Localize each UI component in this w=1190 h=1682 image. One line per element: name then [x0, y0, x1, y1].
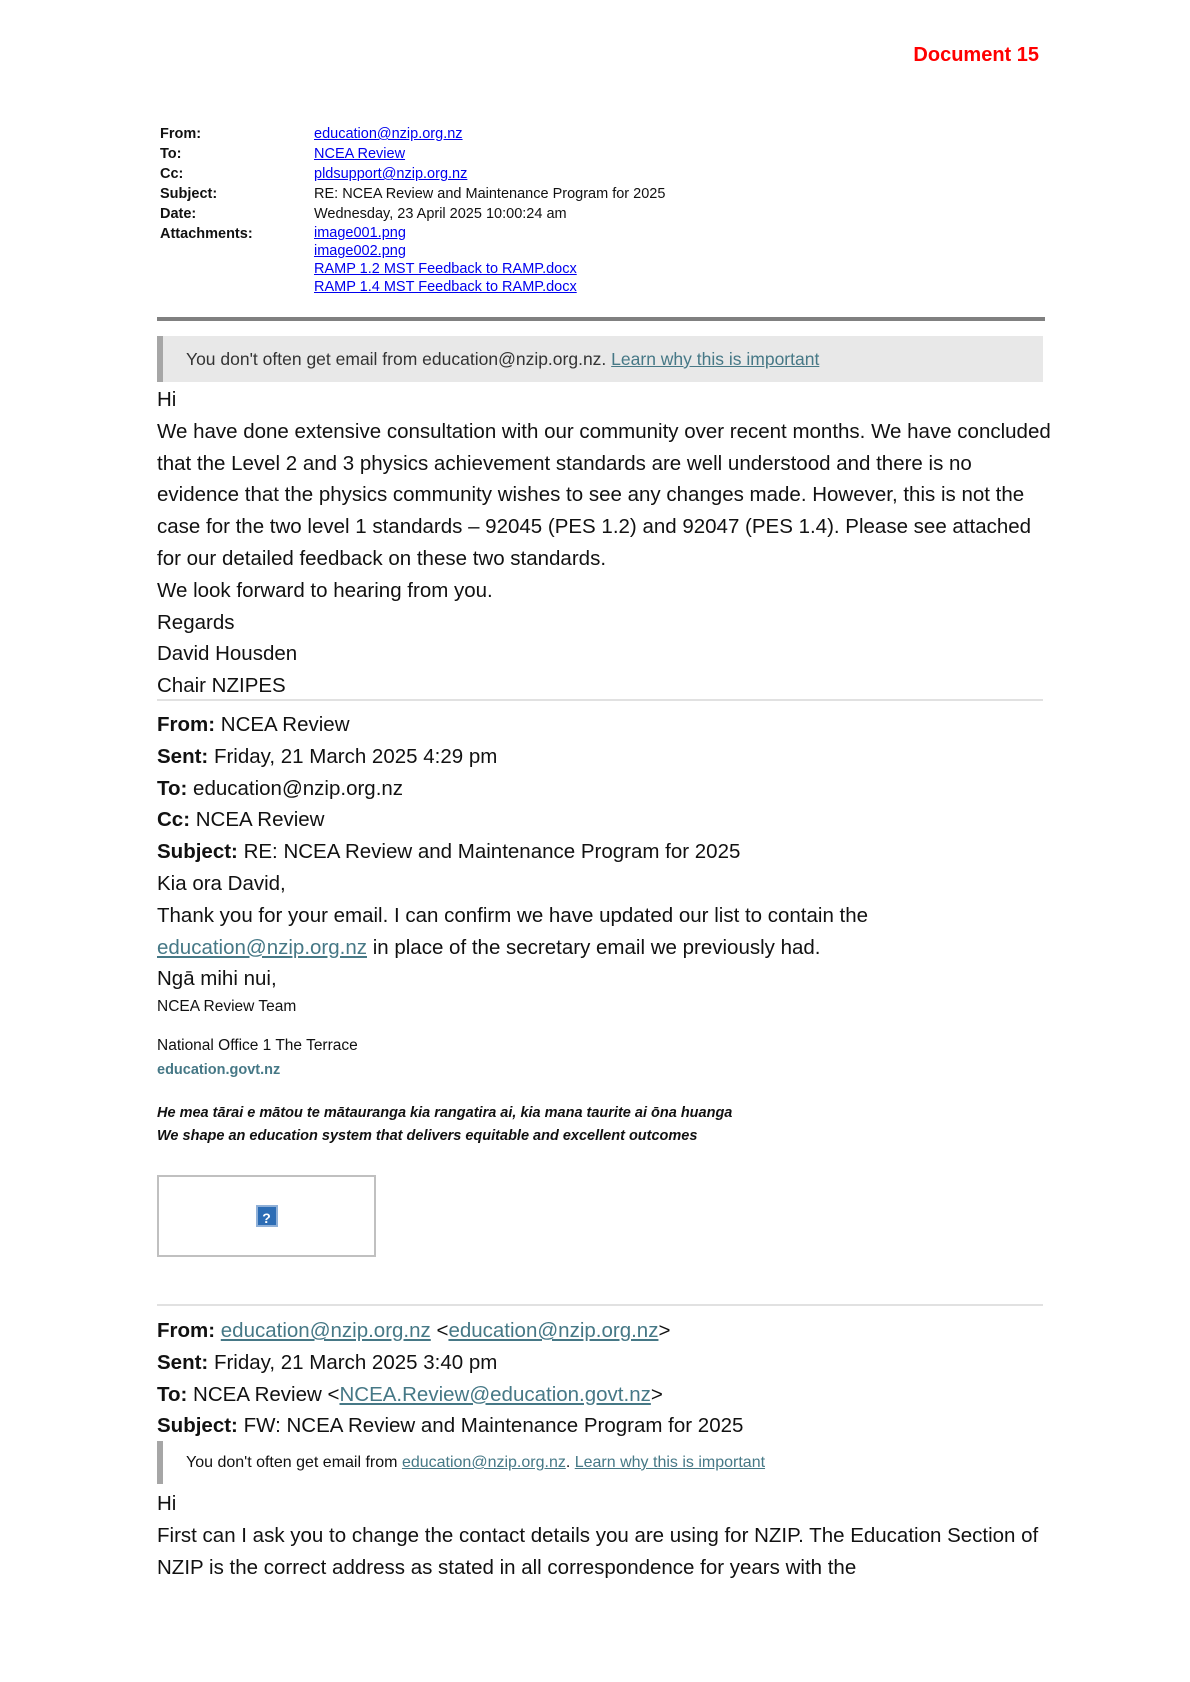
from-link[interactable]: education@nzip.org.nz — [220, 1319, 431, 1342]
signature-block — [157, 1034, 358, 1082]
signature-title: Chair NZIPES — [157, 674, 286, 698]
attachment-link[interactable]: RAMP 1.2 MST Feedback to RAMP.docx — [314, 261, 577, 277]
paragraph: We look forward to hearing from you. — [157, 578, 493, 602]
text: > — [658, 1319, 671, 1342]
cc-label: Cc: — [157, 808, 191, 832]
paragraph — [157, 900, 1057, 964]
to-value: education@nzip.org.nz — [187, 776, 404, 800]
quoted-message-2-body — [157, 1488, 1057, 1583]
greeting: Hi — [157, 388, 177, 411]
office-address: National Office 1 The Terrace — [157, 1037, 358, 1054]
sent-value: Friday, 21 March 2025 3:40 pm — [208, 1350, 498, 1374]
email-link[interactable]: education@nzip.org.nz — [157, 935, 367, 959]
to-link[interactable]: NCEA.Review@education.govt.nz — [339, 1382, 651, 1406]
attachments-label: Attachments: — [160, 226, 253, 242]
greeting: Kia ora David, — [157, 871, 286, 895]
paragraph: First can I ask you to change the contact details you are using for NZIP. The Education Section of NZIP is the correct address as stated in all correspondence for years with the — [157, 1523, 1039, 1579]
motto — [157, 1102, 732, 1148]
signoff: Regards — [157, 610, 235, 634]
to-label: To: — [160, 146, 182, 162]
attachments-list — [314, 224, 577, 296]
greeting: Hi — [157, 1492, 177, 1515]
closing: Ngā mihi nui, — [157, 967, 277, 991]
from-link[interactable]: education@nzip.org.nz — [314, 126, 463, 142]
banner-text: You don't often get email from — [186, 1454, 402, 1471]
motto-maori: He mea tārai e mātou te mātauranga kia rangatira ai, kia mana taurite ai ōna huanga — [157, 1105, 733, 1121]
to-label: To: — [157, 776, 188, 800]
motto-english: We shape an education system that delivers equitable and excellent outcomes — [157, 1128, 698, 1144]
quoted-message-1 — [157, 709, 1057, 1019]
email-link[interactable]: education@nzip.org.nz — [401, 1454, 566, 1471]
cc-label: Cc: — [160, 166, 184, 182]
from-label: From: — [157, 713, 216, 736]
sent-label: Sent: — [157, 1350, 209, 1374]
banner-text: You don't often get email from education@nzip.org.nz. — [186, 349, 612, 369]
external-sender-banner — [157, 336, 1043, 382]
paragraph: We have done extensive consultation with our community over recent months. We have concluded that the Level 2 and 3 physics achievement standards are well understood and there is no evidence that the physics community wishes to see any changes made. However, this is not the case for the two level 1 standards – 92045 (PES 1.2) and 92047 (PES 1.4). Please see attached for our detailed feedback on these two standards. — [157, 419, 1051, 570]
subject-value: RE: NCEA Review and Maintenance Program for 2025 — [314, 186, 666, 202]
cc-value: NCEA Review — [190, 808, 325, 832]
signature-name: David Housden — [157, 642, 298, 666]
attachment-link[interactable]: image002.png — [314, 243, 406, 259]
to-label: To: — [157, 1382, 188, 1406]
subject-value: RE: NCEA Review and Maintenance Program for 2025 — [237, 840, 741, 864]
text: > — [650, 1382, 663, 1406]
team-name: NCEA Review Team — [157, 998, 297, 1016]
sent-value: Friday, 21 March 2025 4:29 pm — [208, 744, 498, 768]
text: in place of the secretary email we previously had. — [367, 935, 821, 959]
date-value: Wednesday, 23 April 2025 10:00:24 am — [314, 206, 567, 222]
from-label: From: — [160, 126, 202, 142]
website-link[interactable]: education.govt.nz — [157, 1062, 281, 1078]
from-value: NCEA Review — [215, 713, 350, 736]
subject-value: FW: NCEA Review and Maintenance Program for 2025 — [237, 1414, 744, 1438]
subject-label: Subject: — [157, 1414, 238, 1438]
from-label: From: — [157, 1319, 216, 1342]
image-placeholder — [157, 1175, 376, 1257]
external-sender-banner — [157, 1441, 1043, 1484]
text: < — [430, 1319, 449, 1342]
email-header — [160, 124, 665, 296]
subject-label: Subject: — [157, 840, 238, 864]
header-divider — [157, 317, 1045, 321]
divider — [157, 1304, 1043, 1306]
broken-image-icon: ? — [256, 1205, 278, 1227]
cc-link[interactable]: pldsupport@nzip.org.nz — [314, 166, 468, 182]
divider — [157, 699, 1043, 701]
date-label: Date: — [160, 206, 197, 222]
learn-why-link[interactable]: Learn why this is important — [611, 349, 820, 369]
attachment-link[interactable]: image001.png — [314, 225, 406, 241]
from-link[interactable]: education@nzip.org.nz — [448, 1319, 659, 1342]
to-link[interactable]: NCEA Review — [314, 146, 406, 162]
quoted-message-2 — [157, 1315, 1057, 1442]
learn-why-link[interactable]: Learn why this is important — [574, 1454, 766, 1471]
sent-label: Sent: — [157, 744, 209, 768]
subject-label: Subject: — [160, 186, 218, 202]
text: . — [565, 1454, 575, 1471]
text: Thank you for your email. I can confirm we have updated our list to contain the — [157, 903, 869, 927]
to-value: NCEA Review < — [187, 1382, 340, 1406]
document-label: Document 15 — [913, 44, 1039, 66]
attachment-link[interactable]: RAMP 1.4 MST Feedback to RAMP.docx — [314, 279, 577, 295]
message-body — [157, 384, 1057, 702]
